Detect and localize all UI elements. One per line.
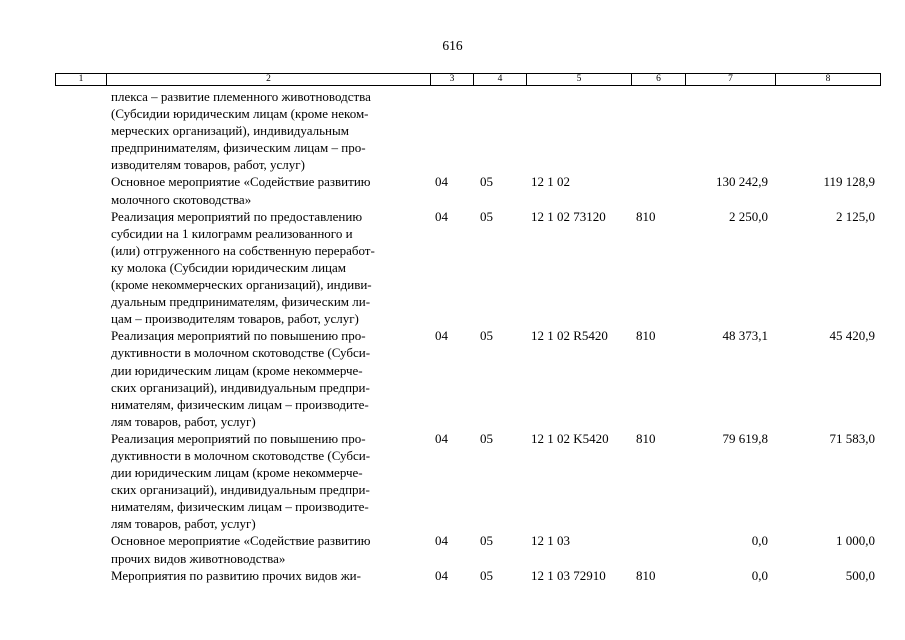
header-col-4: 4 xyxy=(473,74,526,85)
row-sum-2: 1 000,0 xyxy=(836,533,875,549)
row-sum-2: 71 583,0 xyxy=(829,430,875,446)
row-name: Мероприятия по развитию прочих видов жи- xyxy=(111,567,361,583)
row-rz: 04 xyxy=(435,533,448,549)
table-row xyxy=(55,173,881,207)
table-row xyxy=(55,567,881,584)
row-csr: 12 1 03 xyxy=(531,533,570,549)
row-pr: 05 xyxy=(480,567,493,583)
row-sum-1: 0,0 xyxy=(751,533,768,549)
header-col-6: 6 xyxy=(631,74,685,85)
row-rz: 04 xyxy=(435,174,448,190)
row-csr: 12 1 03 72910 xyxy=(531,567,606,583)
table-row xyxy=(55,532,881,566)
row-pr: 05 xyxy=(480,430,493,446)
row-rz: 04 xyxy=(435,567,448,583)
header-col-1: 1 xyxy=(78,74,84,84)
row-name: Основное мероприятие «Содействие развитию прочих видов животноводства» xyxy=(111,533,371,566)
header-col-7: 7 xyxy=(685,74,775,85)
row-sum-1: 79 619,8 xyxy=(722,430,768,446)
row-csr: 12 1 02 R5420 xyxy=(531,328,608,344)
row-pr: 05 xyxy=(480,533,493,549)
page-number: 616 xyxy=(442,38,463,53)
table-header xyxy=(55,73,881,86)
row-pr: 05 xyxy=(480,328,493,344)
table-row xyxy=(55,430,881,533)
header-col-5: 5 xyxy=(526,74,631,85)
row-vr: 810 xyxy=(636,208,656,224)
row-pr: 05 xyxy=(480,174,493,190)
row-csr: 12 1 02 73120 xyxy=(531,208,606,224)
row-sum-2: 2 125,0 xyxy=(836,208,875,224)
row-name: Реализация мероприятий по повышению про- дуктивности в молочном скотоводстве (Субси- дии юридическим лицам (кроме некоммерче- ских организаций), индивидуальным предпри- нимателям, физическим лицам – производите- лям товаров, работ, услуг) xyxy=(111,430,371,532)
table-row xyxy=(55,327,881,430)
header-col-8: 8 xyxy=(775,74,880,85)
row-sum-1: 130 242,9 xyxy=(716,174,768,190)
row-sum-2: 119 128,9 xyxy=(823,174,875,190)
row-sum-1: 48 373,1 xyxy=(722,328,768,344)
header-col-3: 3 xyxy=(430,74,473,85)
row-sum-2: 45 420,9 xyxy=(829,328,875,344)
row-sum-1: 0,0 xyxy=(751,567,768,583)
row-name: Реализация мероприятий по предоставлению субсидии на 1 килограмм реализованного и (или) отгруженного на собственную переработ- ку молока (Субсидии юридическим лицам (кроме некоммерческих организаций), индиви- дуальным предпринимателям, физическим ли- цам – производителям товаров, работ, услуг) xyxy=(111,208,375,327)
row-rz: 04 xyxy=(435,208,448,224)
row-name: Основное мероприятие «Содействие развитию молочного скотоводства» xyxy=(111,174,371,207)
row-rz: 04 xyxy=(435,328,448,344)
row-sum-2: 500,0 xyxy=(845,567,875,583)
row-vr: 810 xyxy=(636,430,656,446)
row-name: Реализация мероприятий по повышению про- дуктивности в молочном скотоводстве (Субси- дии юридическим лицам (кроме некоммерче- ских организаций), индивидуальным предпри- нимателям, физическим лицам – производите- лям товаров, работ, услуг) xyxy=(111,328,371,429)
table-body xyxy=(55,88,881,584)
row-rz: 04 xyxy=(435,430,448,446)
row-csr: 12 1 02 xyxy=(531,174,570,190)
row-vr: 810 xyxy=(636,328,656,344)
row-name: плекса – развитие племенного животноводства (Субсидии юридическим лицам (кроме неком- мерческих организаций), индивидуальным предпринимателям, физическим лицам – про- изводителям товаров, работ, услуг) xyxy=(111,89,371,173)
row-sum-1: 2 250,0 xyxy=(729,208,768,224)
header-col-2: 2 xyxy=(106,74,430,85)
row-pr: 05 xyxy=(480,208,493,224)
table-row xyxy=(55,88,881,173)
row-vr: 810 xyxy=(636,567,656,583)
table-row xyxy=(55,208,881,328)
row-csr: 12 1 02 K5420 xyxy=(531,430,609,446)
